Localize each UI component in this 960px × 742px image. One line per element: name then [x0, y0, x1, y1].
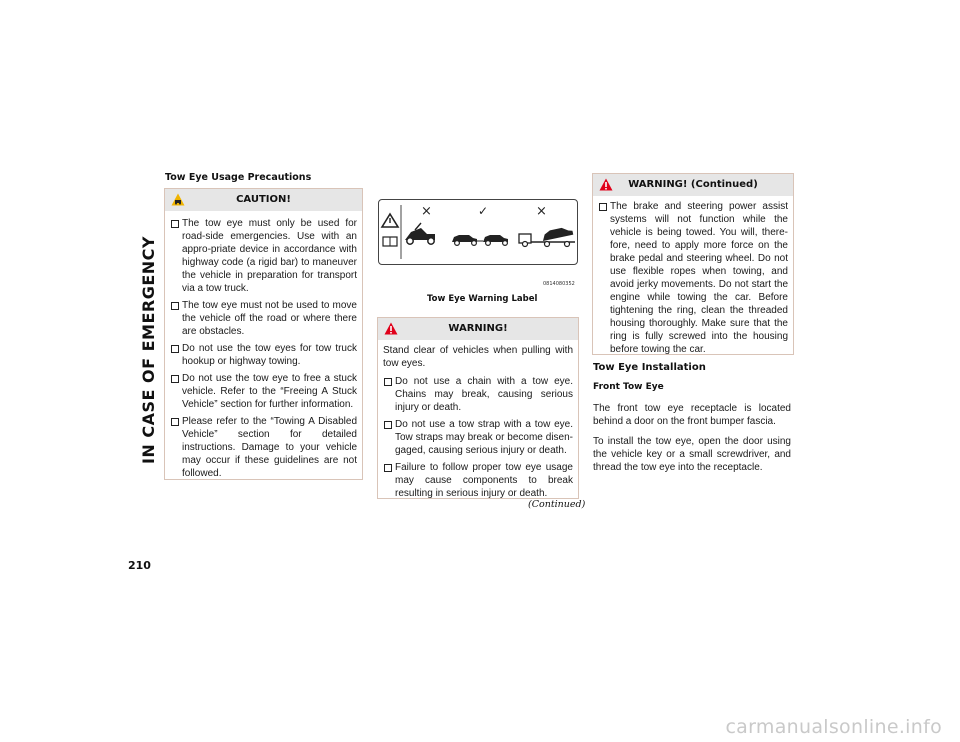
front-tow-eye-paragraph-2: To install the tow eye, open the door using the vehicle key or a small screwdriver, and thread the tow eye into the receptacle. [593, 436, 791, 473]
tow-eye-installation-heading: Tow Eye Installation [593, 362, 706, 373]
warning-continued-title: WARNING! (Continued) [628, 179, 758, 190]
checkbox-bullet-icon [171, 302, 179, 310]
warning-continued-header [593, 174, 793, 196]
caution-item: Do not use the tow eye to free a stuck vehicle. Refer to the “Freeing A Stuck Vehicle” section for further information. [170, 372, 357, 411]
caution-title: CAUTION! [236, 194, 291, 205]
svg-text:✓: ✓ [478, 204, 489, 218]
warning-title: WARNING! [448, 323, 508, 334]
caution-box [164, 188, 363, 480]
tow-eye-warning-label-image [378, 199, 578, 265]
caution-item: Do not use the tow eyes for tow truck hookup or highway towing. [170, 342, 357, 368]
caution-car-icon [171, 193, 185, 206]
front-tow-eye-subheading: Front Tow Eye [593, 382, 664, 392]
checkbox-bullet-icon [384, 378, 392, 386]
warning-triangle-icon [384, 322, 398, 335]
warning-item: Failure to follow proper tow eye usage may cause components to break resulting in serious injury or death. [383, 461, 573, 500]
checkbox-bullet-icon [171, 418, 179, 426]
caution-header [165, 189, 362, 211]
warning-header [378, 318, 578, 340]
front-tow-eye-paragraph-1: The front tow eye receptacle is located behind a door on the front bumper fascia. [593, 403, 791, 427]
page-number: 210 [128, 559, 151, 572]
svg-text:×: × [421, 204, 432, 219]
continued-note: (Continued) [528, 499, 586, 510]
image-code: 0814080352 [543, 281, 575, 287]
warning-item: The brake and steering power assist systems will not function while the vehicle is being towed. You will, there-fore, need to apply more force on the brake pedal and steering wheel. Do not use flexible ropes when towing, and avoid jerky movements. Do not start the engine while towing the car. Before tightening the ring, clean the threaded housing thoroughly. Make sure that the ring is fully screwed into the housing before towing the car. [598, 200, 788, 356]
warning-item: Do not use a tow strap with a tow eye. Tow straps may break or become disen-gaged, causing serious injury or death. [383, 418, 573, 457]
warning-intro: Stand clear of vehicles when pulling with tow eyes. [383, 345, 573, 369]
checkbox-bullet-icon [384, 464, 392, 472]
warning-continued-box [592, 173, 794, 355]
checkbox-bullet-icon [384, 421, 392, 429]
checkbox-bullet-icon [171, 220, 179, 228]
checkbox-bullet-icon [171, 345, 179, 353]
section-side-tab-label: IN CASE OF EMERGENCY [139, 235, 158, 465]
warning-triangle-icon [599, 178, 613, 191]
warning-item: Do not use a chain with a tow eye. Chains may break, causing serious injury or death. [383, 375, 573, 414]
warning-box [377, 317, 579, 499]
caution-item: The tow eye must not be used to move the vehicle off the road or where there are obstacles. [170, 299, 357, 338]
checkbox-bullet-icon [171, 375, 179, 383]
checkbox-bullet-icon [599, 203, 607, 211]
caution-item: Please refer to the “Towing A Disabled Vehicle” section for detailed instructions. Damage to your vehicle may occur if these guidelines are not followed. [170, 415, 357, 480]
caution-item: The tow eye must only be used for road-side emergencies. Use with an appro-priate device in accordance with highway code (a rigid bar) to maneuver the vehicle in preparation for transport via a tow truck. [170, 217, 357, 295]
section-side-tab [139, 150, 161, 550]
svg-text:×: × [536, 204, 547, 219]
tow-eye-usage-heading: Tow Eye Usage Precautions [165, 172, 312, 183]
warning-label-caption: Tow Eye Warning Label [427, 294, 538, 304]
watermark: carmanualsonline.info [725, 716, 942, 738]
tow-eye-label-drawing [379, 200, 577, 264]
